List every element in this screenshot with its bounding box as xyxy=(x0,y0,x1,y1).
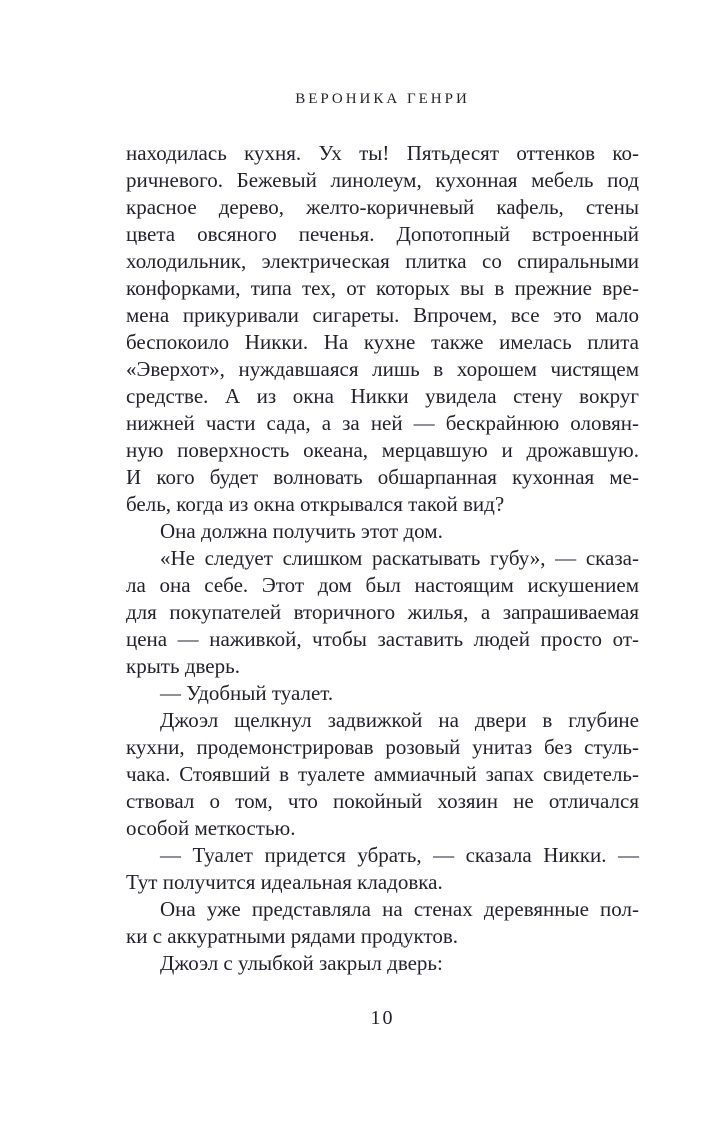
text-line: Джоэл с улыбкой закрыл дверь: xyxy=(160,951,443,975)
page-number: 10 xyxy=(370,1007,395,1029)
text-line: для покупателей вторичного жилья, а запрашиваемая xyxy=(126,600,639,624)
text-line: нижней части сада, а за ней — бескрайнюю оловян- xyxy=(126,411,639,435)
text-line: Джоэл щелкнул задвижкой на двери в глубине xyxy=(160,708,639,732)
running-header: ВЕРОНИКА ГЕНРИ xyxy=(295,91,470,107)
text-line: бель, когда из окна открывался такой вид? xyxy=(126,492,505,516)
text-line: цвета овсяного печенья. Допотопный встроенный xyxy=(126,222,639,246)
text-line: ствовал о том, что покойный хозяин не отличался xyxy=(126,789,639,813)
text-line: Она должна получить этот дом. xyxy=(160,519,443,543)
text-line: Она уже представляла на стенах деревянные пол- xyxy=(160,897,639,921)
text-line: находилась кухня. Ух ты! Пятьдесят оттенков ко- xyxy=(126,141,639,165)
text-line: чака. Стоявший в туалете аммиачный запах свидетель- xyxy=(126,762,639,786)
text-line: конфорками, типа тех, от которых вы в прежние вре- xyxy=(126,276,639,300)
text-line: средстве. А из окна Никки увидела стену вокруг xyxy=(126,384,639,408)
text-line: беспокоило Никки. На кухне также имелась плита xyxy=(126,330,639,354)
page-body xyxy=(126,140,639,977)
text-line: Тут получится идеальная кладовка. xyxy=(126,870,443,894)
text-line: ла она себе. Этот дом был настоящим искушением xyxy=(126,573,639,597)
text-line: ричневого. Бежевый линолеум, кухонная мебель под xyxy=(126,168,639,192)
text-line: — Удобный туалет. xyxy=(160,681,334,705)
text-line: — Туалет придется убрать, — сказала Никки. — xyxy=(160,843,639,867)
text-line: красное дерево, желто-коричневый кафель, стены xyxy=(126,195,639,219)
text-line: ки с аккуратными рядами продуктов. xyxy=(126,924,459,948)
text-line: «Не следует слишком раскатывать губу», — сказа- xyxy=(160,546,639,570)
text-line: крыть дверь. xyxy=(126,654,240,678)
text-line: мена прикуривали сигареты. Впрочем, все это мало xyxy=(126,303,639,327)
text-line: цена — наживкой, чтобы заставить людей просто от- xyxy=(126,627,639,651)
text-line: «Эверхот», нуждавшаяся лишь в хорошем чистящем xyxy=(126,357,639,381)
text-line: кухни, продемонстрировав розовый унитаз без стуль- xyxy=(126,735,639,759)
text-line: ную поверхность океана, мерцавшую и дрожавшую. xyxy=(126,438,639,462)
text-line: И кого будет волновать обшарпанная кухонная ме- xyxy=(126,465,639,489)
text-line: холодильник, электрическая плитка со спиральными xyxy=(126,249,639,273)
text-line: особой меткостью. xyxy=(126,816,296,840)
